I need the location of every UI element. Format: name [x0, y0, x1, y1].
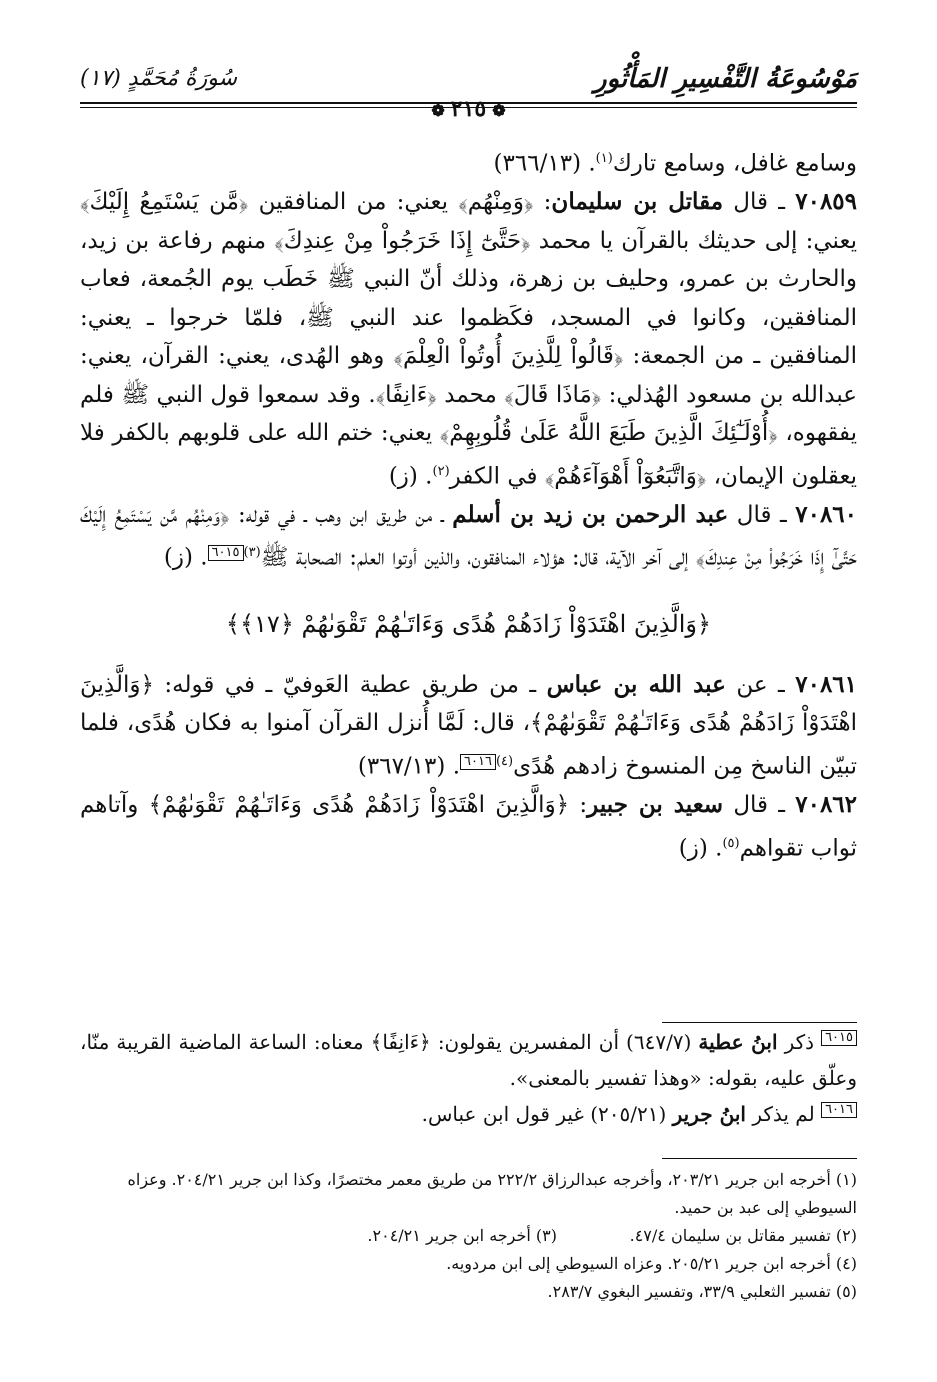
book-title: مَوْسُوعَةُ التَّفْسِيرِ المَأْثُورِ: [594, 64, 857, 94]
entry-number: ٧٠٨٦٠: [795, 500, 858, 528]
footnote: (١) أخرجه ابن جرير ٢٠٣/٢١، وأخرجه عبدالرزاق ٢٢٢/٢ من طريق معمر مختصرًا، وكذا ابن جرير ٢٠٤/٢١. وعزاه السيوطي إلى عبد بن حميد.: [127, 1170, 857, 1217]
narrator-name: عبد الرحمن بن زيد بن أسلم: [452, 500, 729, 528]
main-text: [80, 140, 857, 868]
footnote-ref: (٤): [495, 753, 514, 769]
footnote-ref: (٣): [243, 545, 261, 561]
commentary-note: ٦٠١٦ لم يذكر ابنُ جرير (٢٠٥/٢١) غير قول ابن عباس.: [80, 1096, 857, 1132]
narrator-name: عبد الله بن عباس: [546, 670, 726, 698]
footnote: (٢) تفسير مقاتل بن سليمان ٤٧/٤.: [629, 1226, 857, 1245]
entry-70860: ٧٠٨٦٠ ـ قال عبد الرحمن بن زيد بن أسلم ـ من طريق ابن وهب ـ في قوله: ﴿وَمِنْهُم مَّن يَسْتَمِعُ إِلَيْكَ حَتَّىٰٓ إِذَا خَرَجُواْ مِنْ عِندِكَ﴾ إلى آخر الآية، قال: هؤلاء المنافقون، والذين أوتوا العلم: الصحابة ﷺ$^{(٣)}$٦٠١٥. (ز): [80, 500, 858, 571]
entry-number: ٧٠٨٦١: [795, 670, 858, 698]
paragraph: وسامع غافل، وسامع تارك$^{(١)}$. (٣٦٦/١٣): [493, 150, 857, 177]
commentary-ref-box: ٦٠١٥: [208, 545, 244, 561]
entry-number: ٧٠٨٥٩: [795, 188, 858, 216]
footnote: (٤) أخرجه ابن جرير ٢٠٥/٢١. وعزاه السيوطي إلى ابن مردويه.: [446, 1254, 857, 1273]
ornament-icon: ❁: [492, 101, 506, 120]
footnotes: [80, 1166, 857, 1306]
commentary-note: ٦٠١٥ ذكر ابنُ عطية (٦٤٧/٧) أن المفسرين يقولون: ﴿ءَانِفًا﴾ معناه: الساعة الماضية القريبة منّا، وعلّق عليه، بقوله: «وهذا تفسير بالمعنى».: [80, 1030, 857, 1090]
narrator-name: سعيد بن جبير: [587, 791, 724, 819]
commentary-notes: [80, 1024, 857, 1132]
surah-title: سُورَةُ مُحَمَّدٍ (١٧): [80, 66, 238, 91]
commentary-ref-box: ٦٠١٦: [460, 754, 496, 770]
footnote-row: [80, 1222, 857, 1250]
footnote: (٥) تفسير الثعلبي ٣٣/٩، وتفسير البغوي ٢٨٣/٧.: [547, 1282, 857, 1301]
footnotes-divider: [662, 1158, 857, 1159]
entry-number: ٧٠٨٦٢: [795, 791, 858, 819]
footnote-ref: (١): [595, 151, 613, 166]
footnote: (٣) أخرجه ابن جرير ٢٠٤/٢١.: [367, 1226, 557, 1245]
entry-70861: ٧٠٨٦١ ـ عن عبد الله بن عباس ـ من طريق عطية العَوفيّ ـ في قوله: ﴿وَالَّذِينَ اهْتَدَوْاْ زَادَهُمْ هُدًى وَءَاتَـٰهُمْ تَقْوَىٰهُمْ﴾، قال: لَمَّا أُنزل القرآن آمنوا به فكان هُدًى، فلما تبيّن الناسخ مِن المنسوخ زادهم هُدًى$^{(٤)}$٦٠١٦. (٣٦٧/١٣): [80, 670, 858, 780]
footnote-ref: (٥): [722, 835, 740, 851]
footnote-ref: (٢): [432, 463, 450, 479]
entry-70862: ٧٠٨٦٢ ـ قال سعيد بن جبير: ﴿وَالَّذِينَ اهْتَدَوْاْ زَادَهُمْ هُدًى وَءَاتَـٰهُمْ تَقْوَىٰهُمْ﴾ وآتاهم ثواب تقواهم$^{(٥)}$. (ز): [80, 791, 858, 862]
narrator-name: مقاتل بن سليمان: [551, 188, 724, 216]
quran-verse: ﴿وَالَّذِينَ اهْتَدَوْاْ زَادَهُمْ هُدًى وَءَاتَـٰهُمْ تَقْوَىٰهُمْ ﴿١٧﴾﴾: [225, 610, 712, 639]
ornament-icon: ❁: [431, 101, 445, 120]
entry-70859: ٧٠٨٥٩ ـ قال مقاتل بن سليمان: ﴿وَمِنْهُم﴾ يعني: من المنافقين ﴿مَّن يَسْتَمِعُ إِلَيْكَ﴾ يعني: إلى حديثك بالقرآن يا محمد ﴿حَتَّىٰٓ إِذَا خَرَجُواْ مِنْ عِندِكَ﴾ منهم رفاعة بن زيد، والحارث بن عمرو، وحليف بن زهرة، وذلك أنّ النبي ﷺ خَطَب يوم الجُمعة، فعاب المنافقين، وكانوا في المسجد، فكَظموا عند النبي ﷺ، فلمّا خرجوا ـ يعني: المنافقين ـ من الجمعة: ﴿قَالُواْ لِلَّذِينَ أُوتُواْ الْعِلْمَ﴾ وهو الهُدى، يعني: القرآن، يعني: عبدالله بن مسعود الهُذلي: ﴿مَاذَا قَالَ﴾ محمد ﴿ءَانِفًا﴾. وقد سمعوا قول النبي ﷺ فلم يفقهوه، ﴿أُوْلَـٰٓئِكَ الَّذِينَ طَبَعَ اللَّهُ عَلَىٰ قُلُوبِهِمْ﴾ يعني: ختم الله على قلوبهم بالكفر فلا يعقلون الإيمان، ﴿وَاتَّبَعُوٓاْ أَهْوَآءَهُمْ﴾ في الكفر$^{(٢)}$. (ز): [80, 188, 858, 490]
notes-divider: [662, 1022, 857, 1023]
page-number: ❁٢١٥❁: [431, 96, 506, 122]
